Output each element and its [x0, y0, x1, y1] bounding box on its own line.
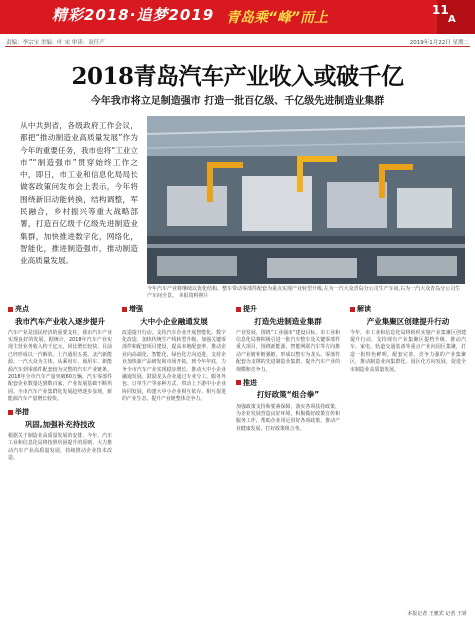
section-body: 今年，市工业和信息化局将组织实施产业集聚区创建提升行动，支持现有产业集聚区提档升级，推动汽车、家电、轨道交通装备等重点产业向园区集聚，打造一批特色鲜明、配套完善、竞争力强的产业集聚区，推动制造业向集群化、园区化方向发展，促进全市制造业高质量发展。	[350, 329, 466, 373]
section-heading	[8, 304, 112, 315]
section-marker-icon	[236, 380, 241, 385]
masthead-series: 青岛乘“峰”而上	[226, 10, 329, 26]
section-heading	[8, 407, 112, 418]
section-title: 推进	[243, 378, 257, 387]
section-title: 提升	[243, 305, 257, 313]
section-title: 亮点	[15, 305, 29, 313]
factory-photo	[147, 116, 465, 284]
section-title: 举措	[15, 408, 29, 417]
section-body: 根据关于制造业高质量发展的安排，今年，汽车工业和信息化局将按照巩固提升的原则，大力推动汽车产业高质量发展，持续推动企业技术改造。	[8, 433, 112, 462]
section-heading	[122, 304, 226, 315]
sub-headline: 今年我市将立足制造强市 打造一批百亿级、千亿级先进制造业集群	[90, 96, 385, 107]
section-marker-icon	[236, 307, 241, 312]
main-headline: 2018青岛汽车产业收入或破千亿	[71, 63, 404, 90]
section-body: 汽车产业是国民经济的重要支柱，我市汽车产业实现良好的发展。据统计，2018年汽车产业实现主营业务收入约千亿元，同比增长较快。目前已经形成以一汽解放、上汽通用五菱、北汽新能源、一汽大众为主体，从乘用车、商用车、新能源汽车到零部件配套较为完整的汽车产业链条。2018年全市汽车产量突破60万辆，汽车零部件配套企业数量达到数百家，产业发展基础不断巩固。全市汽车产业集群化发展趋势逐步显现，新能源汽车产量增长较快。	[8, 329, 112, 402]
section-subtitle: 大中小企业融通发展	[140, 316, 208, 326]
section-heading	[236, 378, 340, 389]
section-marker-icon	[122, 307, 127, 312]
photo-caption: 今年汽车产业将继续以优化结构、整车带动零部件配套为重点实现产业转型升级,左为一汽大众青岛分公司生产车间,右为一汽大众青岛分公司生产车间全景。 本报资料照片	[147, 286, 461, 299]
section-heading	[236, 304, 340, 315]
column-4	[350, 300, 466, 605]
lead-paragraph: 从中共到省，各级政府工作会议，都把“推动制造业高质量发展”作为今年的重要任务，我市也将“工业立市”“制造强市”贯穿始终工作之中，即日，市工业和信息化局局长做客政策问发布会上表示，今年将围绕新旧动能转换，结构调整，军民融合，乡村振兴等重大战略部署，打造百亿级千亿级先进制造业集群，加快推进数字化，网络化，智能化，推进制造强市，推动制造业高质量发展。	[20, 121, 138, 266]
section-marker-icon	[8, 410, 13, 415]
section-title: 解读	[357, 305, 371, 313]
section-body: 改造提升行动。支持汽车企业开展智能化、数字化改造，加快传统生产线转型升级。加强关键零部件和配套项目建设，提高本地配套率，推动企业向高端化、智能化、绿色化方向迈进，支持企业加快新产品研发和市场开拓。到今年年底，力争全市汽车产业实现稳步增长。推动大中小企业融通发展，鼓励龙头企业通过专业分工、服务外包、订单生产等多种方式，带动上下游中小企业协同发展，构建大中小企业相互依存、相互促进的产业生态，提升产业链整体竞争力。	[122, 329, 226, 402]
section-subtitle: 打造先进制造业集群	[254, 316, 322, 326]
section-subtitle: 巩固,加强补充持技改	[24, 419, 96, 429]
section-subtitle: 产业集聚区创建提升行动	[366, 316, 450, 326]
column-1	[8, 300, 112, 605]
reporter-credit: 本报记者 王雅宾 记者 王妍	[407, 611, 467, 617]
section-subtitle: 我市汽车产业收入逐步提升	[15, 316, 105, 326]
edit-info: 责编：李宗宝 美编：叶 宋 审读：双任产	[6, 40, 105, 46]
column-2	[122, 300, 226, 605]
column-3	[236, 300, 340, 605]
masthead-slogan: 精彩2018·追梦2019	[52, 6, 215, 24]
section-heading	[350, 304, 466, 315]
masthead-banner	[0, 0, 475, 34]
section-title: 增强	[129, 305, 143, 313]
issue-date: 2019年1月22日 星期二	[409, 40, 469, 46]
section-body: 加强政策支持和要素保障，落实各项扶持政策，为企业发展营造良好环境，积极做好政策宣传和服务工作，帮助企业用足用好各项政策，推动产业健康发展，打好政策组合拳。	[236, 403, 340, 432]
section-body: 产业发展，围绕“工业强市”建设目标，市工业和信息化局将积极引进一批汽车整车及关键零部件重大项目，围绕新能源、智能网联汽车等方向推动产业链补链强链，形成以整车为龙头、零部件配套为支撑的先进制造业集群，提升汽车产业的规模和竞争力。	[236, 329, 340, 373]
section-letter: A	[448, 14, 456, 25]
page-number: 11	[432, 3, 449, 17]
header-rule	[5, 46, 470, 47]
section-marker-icon	[350, 307, 355, 312]
section-subtitle: 打好政策“组合拳”	[256, 390, 320, 400]
section-marker-icon	[8, 307, 13, 312]
